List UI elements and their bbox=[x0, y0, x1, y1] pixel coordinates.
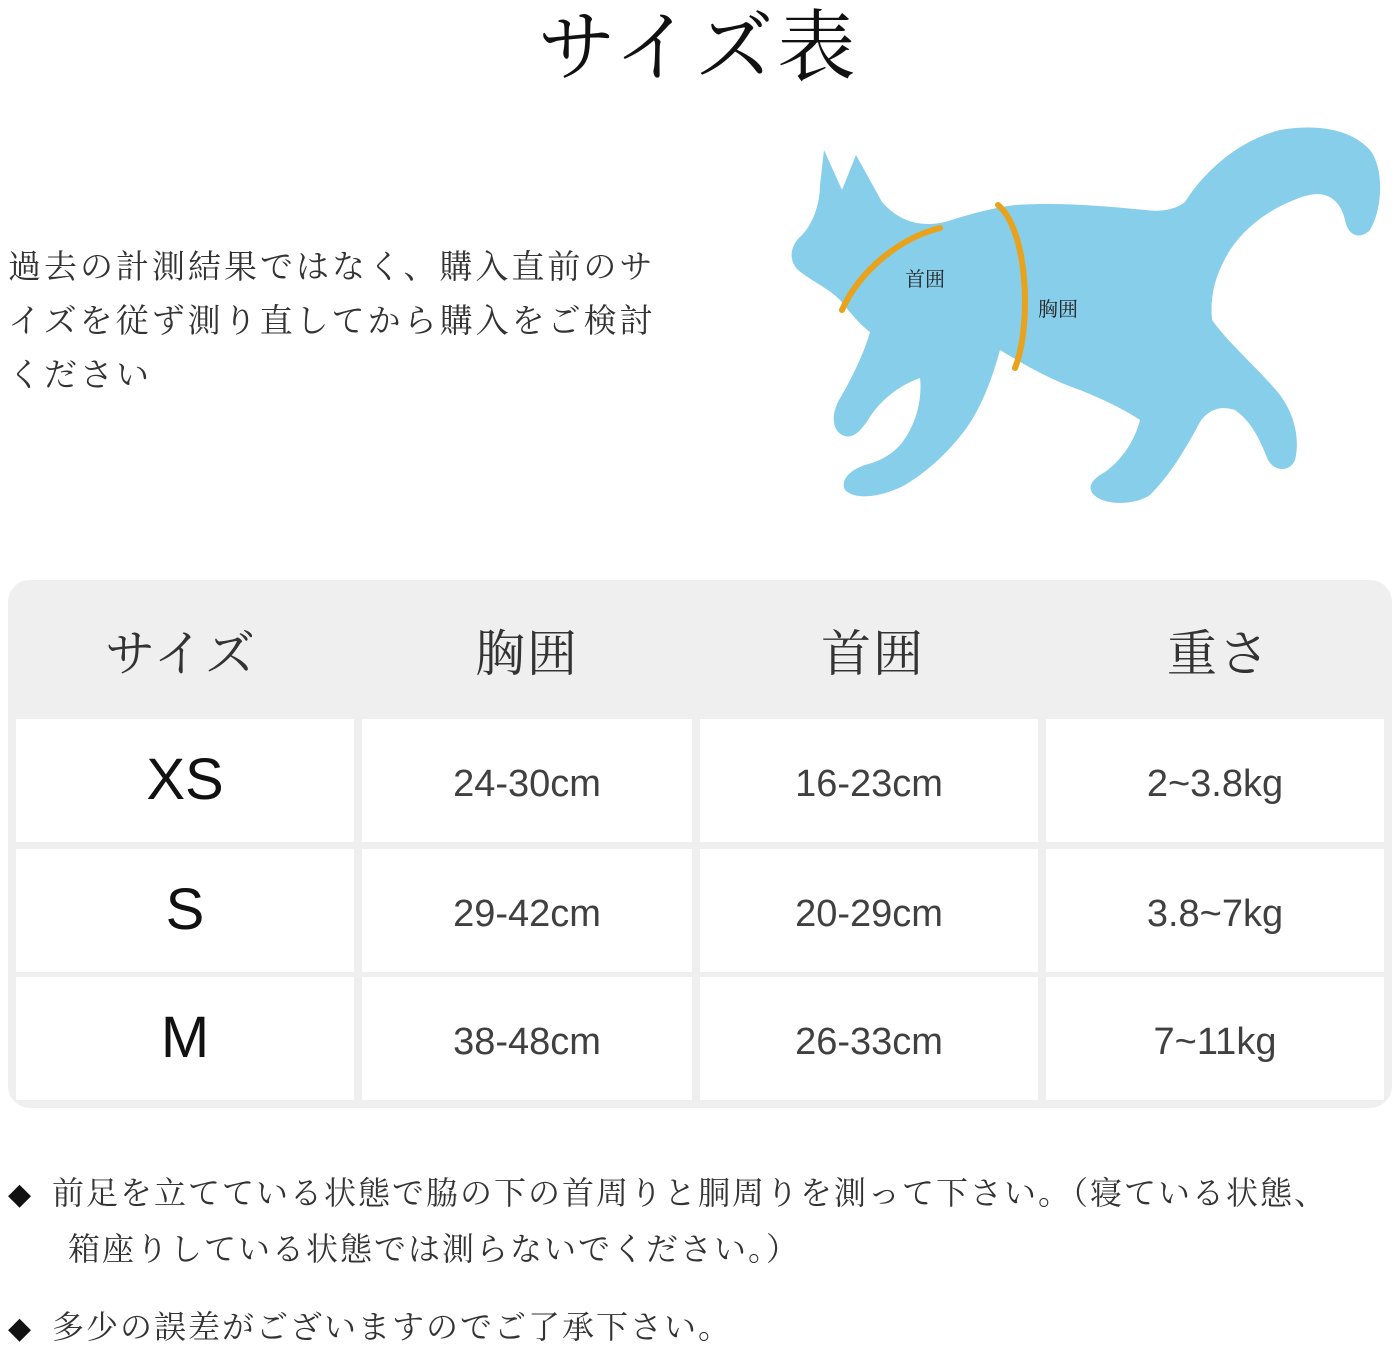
page-title: サイズ表 bbox=[537, 3, 860, 93]
chest-cell: 24-30cm bbox=[362, 719, 692, 842]
note-1-line-2: 箱座りしている状態では測らないでください。） bbox=[68, 1230, 801, 1268]
intro-line-2: イズを従ず測り直してから購入をご検討 bbox=[8, 301, 656, 340]
chest-cell: 29-42cm bbox=[362, 849, 692, 972]
table-row bbox=[8, 977, 1392, 1100]
size-table bbox=[8, 580, 1392, 1108]
measurement-note bbox=[8, 1166, 1328, 1276]
cat-measurement-diagram bbox=[760, 110, 1397, 530]
header-chest: 胸囲 bbox=[475, 625, 579, 683]
note-1-line-1: 前足を立てている状態で脇の下の首周りと胴周りを測って下さい。（寝ている状態、 bbox=[52, 1174, 1329, 1212]
neck-cell: 16-23cm bbox=[700, 719, 1038, 842]
weight-cell: 3.8~7kg bbox=[1046, 849, 1384, 972]
size-cell: S bbox=[16, 849, 354, 972]
table-row bbox=[8, 719, 1392, 842]
note-2: 多少の誤差がございますのでご了承下さい。 bbox=[52, 1308, 733, 1346]
header-weight: 重さ bbox=[1167, 625, 1271, 683]
neck-label: 首囲 bbox=[905, 267, 945, 291]
table-row bbox=[8, 849, 1392, 972]
neck-cell: 20-29cm bbox=[700, 849, 1038, 972]
intro-line-3: ください bbox=[8, 355, 152, 394]
diamond-bullet-icon: ◆ bbox=[8, 1177, 34, 1212]
size-table-header bbox=[8, 580, 1392, 712]
tolerance-note bbox=[8, 1300, 732, 1356]
diamond-bullet-icon: ◆ bbox=[8, 1311, 34, 1346]
chest-label: 胸囲 bbox=[1038, 297, 1078, 321]
weight-cell: 7~11kg bbox=[1046, 977, 1384, 1100]
intro-text bbox=[8, 240, 728, 402]
size-cell: XS bbox=[16, 719, 354, 842]
neck-cell: 26-33cm bbox=[700, 977, 1038, 1100]
weight-cell: 2~3.8kg bbox=[1046, 719, 1384, 842]
header-neck: 首囲 bbox=[821, 625, 925, 683]
intro-line-1: 過去の計測結果ではなく、購入直前のサ bbox=[8, 247, 656, 286]
chest-cell: 38-48cm bbox=[362, 977, 692, 1100]
size-cell: M bbox=[16, 977, 354, 1100]
cat-silhouette-icon bbox=[792, 127, 1381, 502]
header-size: サイズ bbox=[105, 625, 257, 683]
